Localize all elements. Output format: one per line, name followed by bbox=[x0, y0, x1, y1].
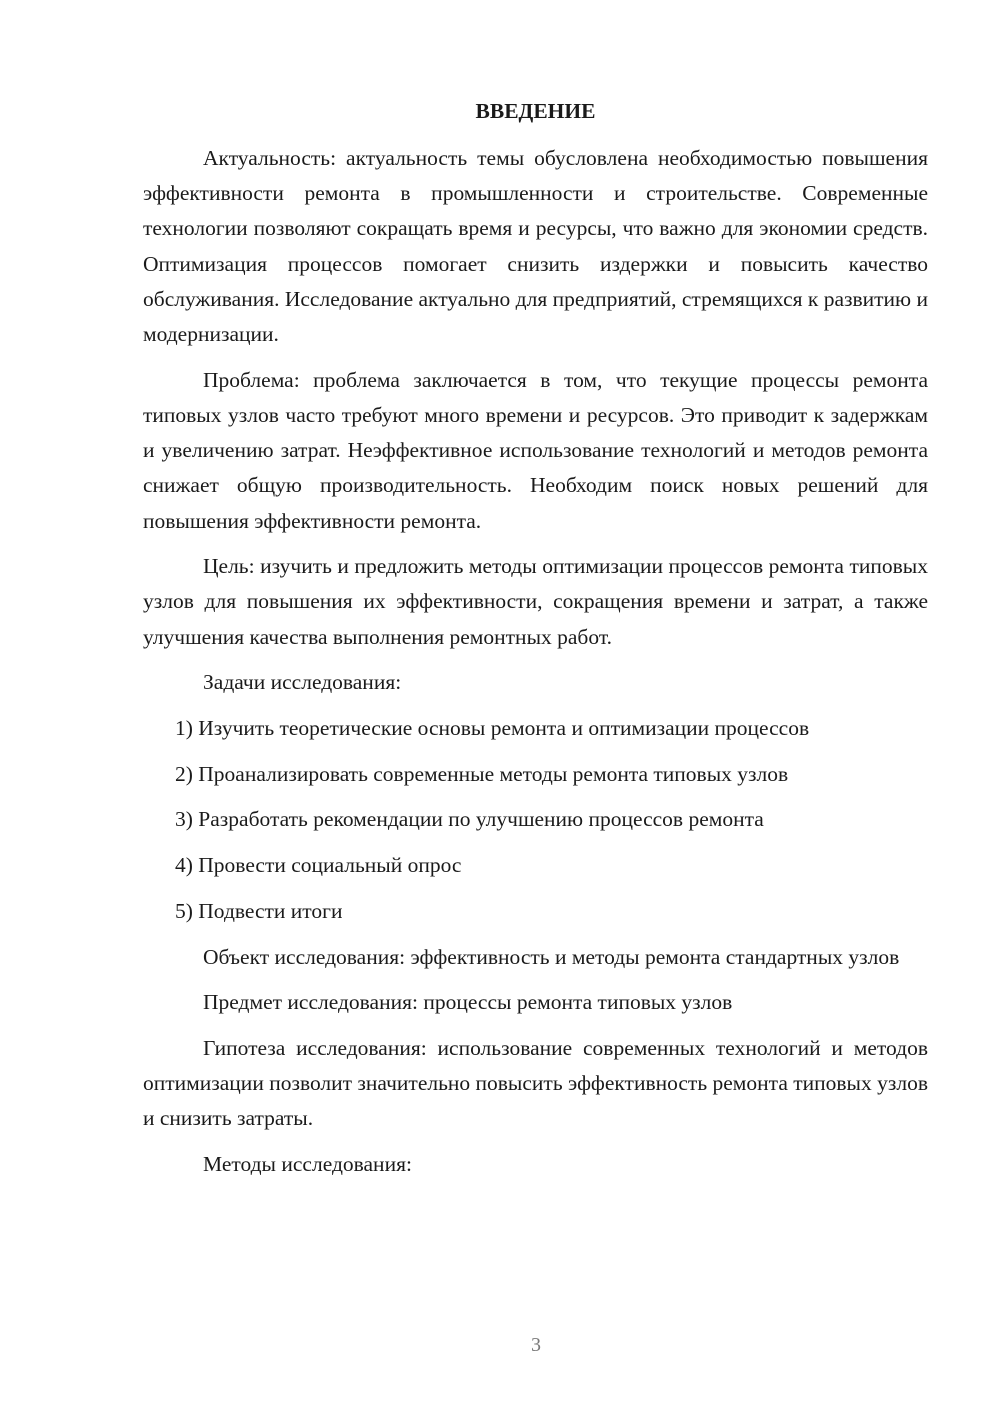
tasks-heading: Задачи исследования: bbox=[203, 670, 402, 695]
object-paragraph: Объект исследования: эффективность и методы ремонта стандартных узлов bbox=[203, 944, 900, 969]
problem-paragraph: Проблема: проблема заключается в том, что текущие процессы ремонта типовых узлов часто требуют много времени и ресурсов. Это приводит к задержкам и увеличению затрат. Неэффективное использование технологий и методов ремонта снижает общую производительность. Необходим поиск новых решений для повышения эффективности ремонта. bbox=[143, 367, 928, 533]
page-content bbox=[143, 97, 928, 1193]
page-title: ВВЕДЕНИЕ bbox=[475, 99, 596, 123]
methods-heading: Методы исследования: bbox=[203, 1152, 412, 1177]
subject-paragraph: Предмет исследования: процессы ремонта типовых узлов bbox=[203, 990, 733, 1015]
page-number: 3 bbox=[531, 1334, 541, 1356]
relevance-paragraph: Актуальность: актуальность темы обусловлена необходимостью повышения эффективности ремонта в промышленности и строительстве. Современные технологии позволяют сокращать время и ресурсы, что важно для экономии средств. Оптимизация процессов помогает снизить издержки и повысить качество обслуживания. Исследование актуально для предприятий, стремящихся к развитию и модернизации. bbox=[143, 146, 928, 347]
list-item: 3) Разработать рекомендации по улучшению процессов ремонта bbox=[175, 807, 764, 832]
list-item: 1) Изучить теоретические основы ремонта и оптимизации процессов bbox=[175, 716, 810, 741]
list-item: 4) Провести социальный опрос bbox=[175, 853, 462, 878]
tasks-list bbox=[143, 711, 928, 929]
list-item: 2) Проанализировать современные методы ремонта типовых узлов bbox=[175, 761, 789, 786]
goal-paragraph: Цель: изучить и предложить методы оптимизации процессов ремонта типовых узлов для повышения их эффективности, сокращения времени и затрат, а также улучшения качества выполнения ремонтных работ. bbox=[143, 554, 928, 649]
list-item: 5) Подвести итоги bbox=[175, 898, 343, 923]
hypothesis-paragraph: Гипотеза исследования: использование современных технологий и методов оптимизации позволит значительно повысить эффективность ремонта типовых узлов и снизить затраты. bbox=[143, 1035, 928, 1131]
